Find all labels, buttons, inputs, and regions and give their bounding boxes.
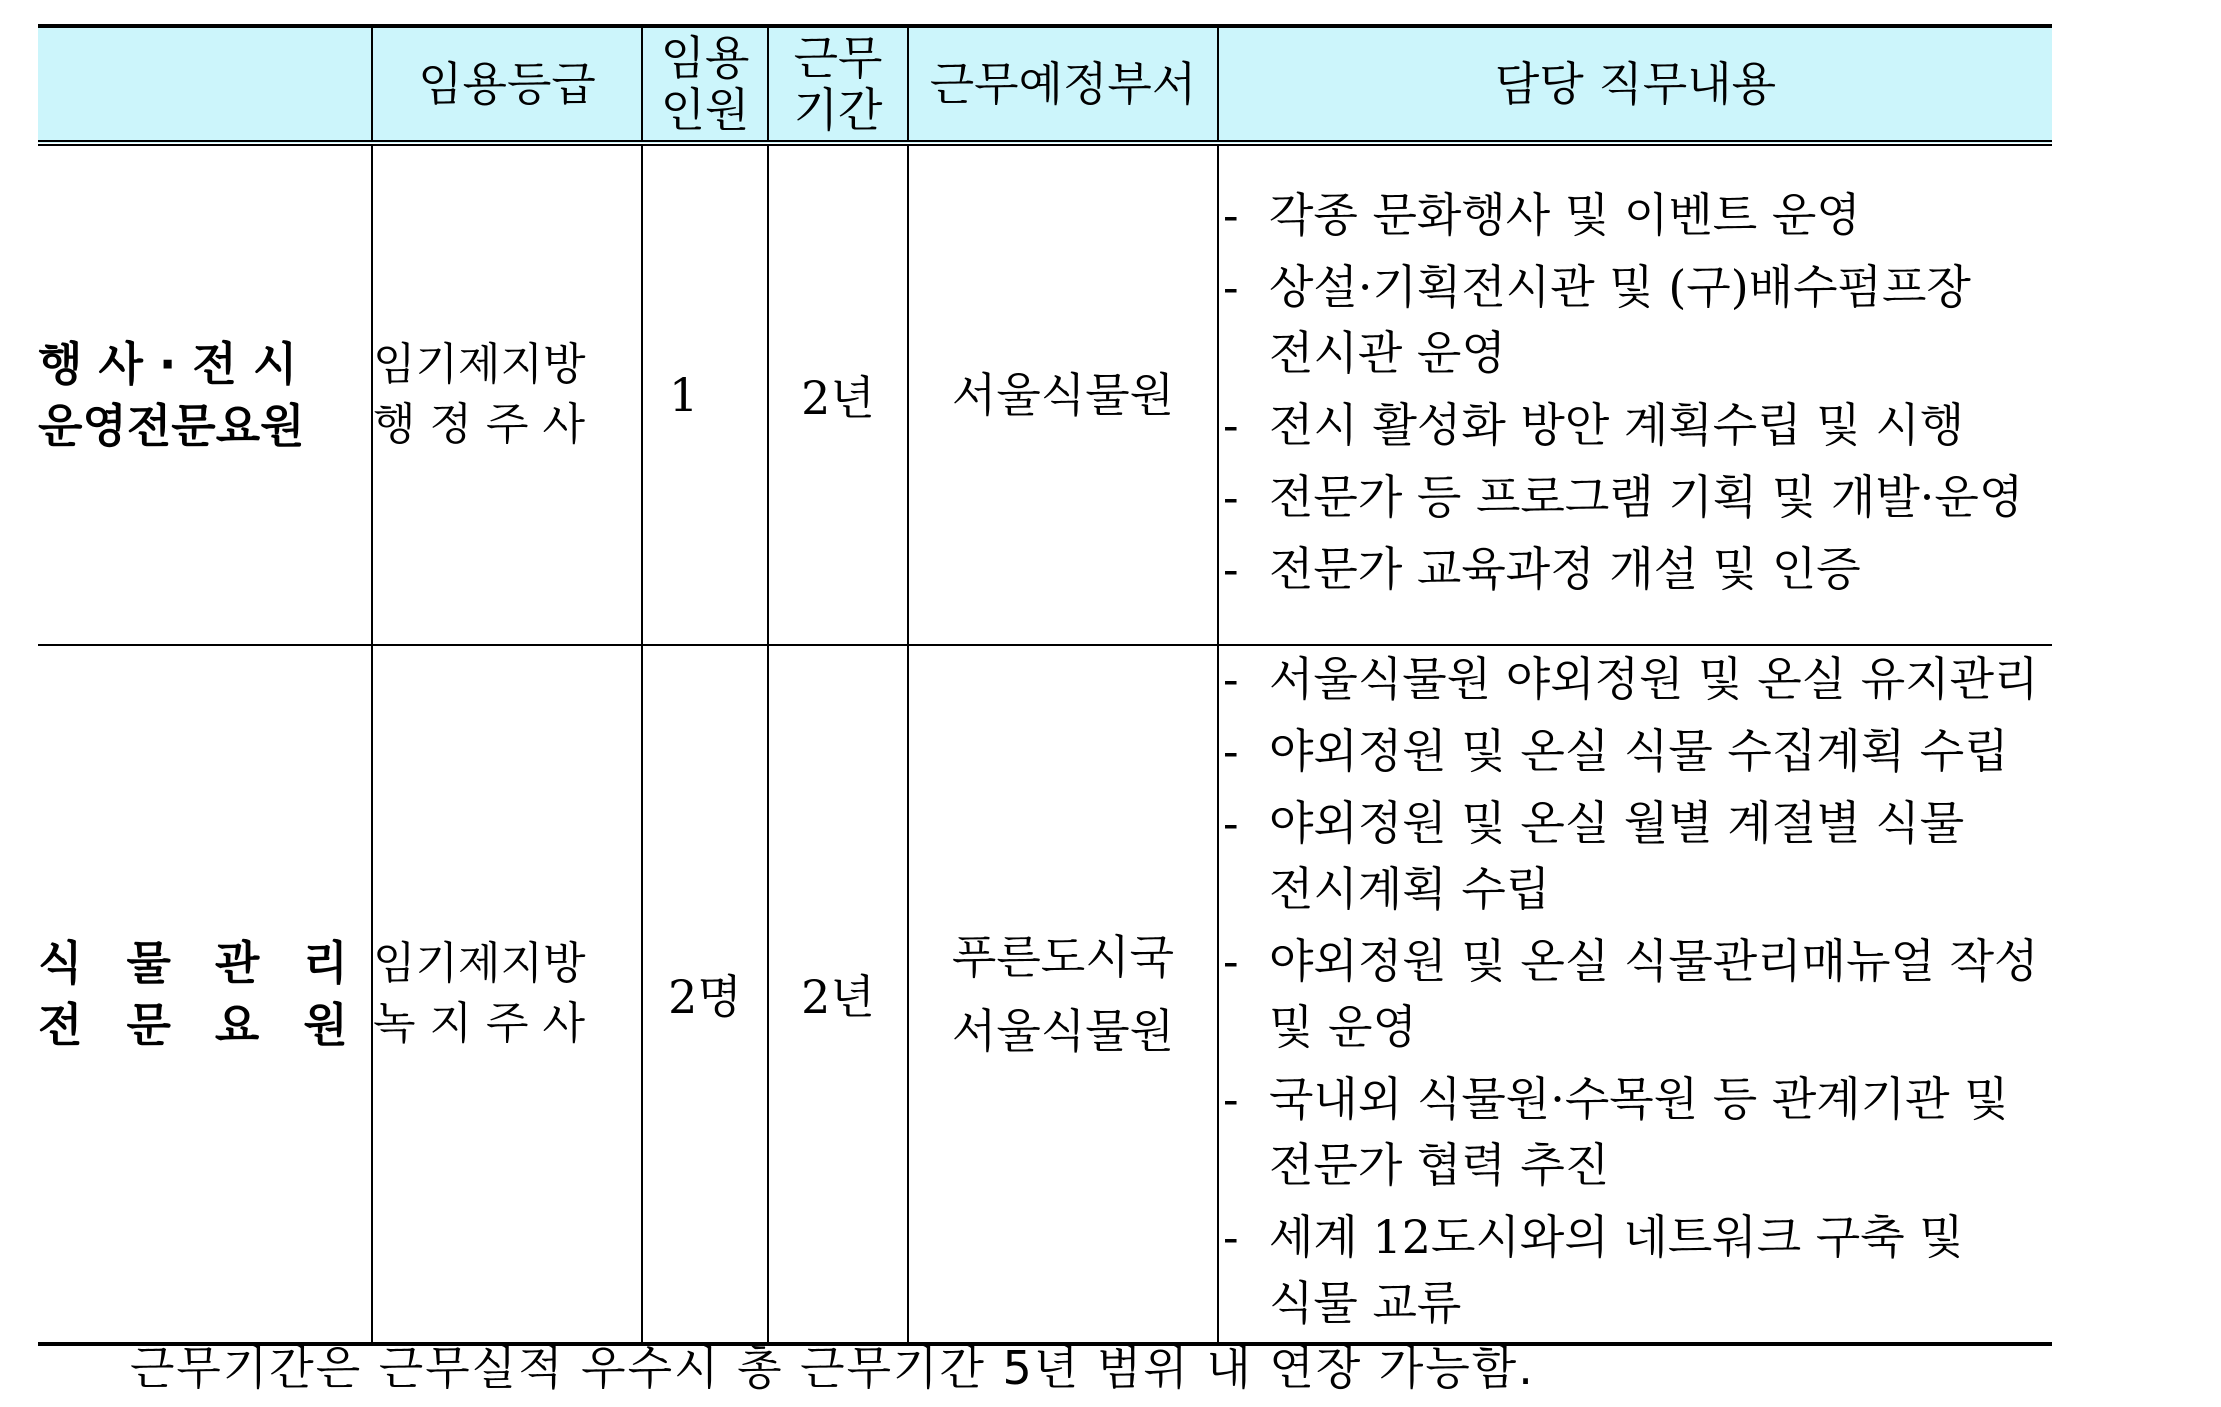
dept-line1: 서울식물원 bbox=[951, 368, 1175, 422]
header-role bbox=[38, 26, 372, 143]
count-cell: 2명 bbox=[642, 645, 768, 1344]
duties-list bbox=[1219, 646, 2052, 1336]
duty-item: - 야외정원 및 온실 월별 계절별 식물 전시계획 수립 bbox=[1219, 790, 2052, 922]
header-grade: 임용등급 bbox=[372, 26, 642, 143]
role-cell bbox=[38, 143, 372, 645]
grade-cell bbox=[372, 143, 642, 645]
dept-line1: 푸른도시국 bbox=[951, 930, 1175, 984]
table-row bbox=[38, 645, 2052, 1344]
duty-item: - 세계 12도시와의 네트워크 구축 및 식물 교류 bbox=[1219, 1204, 2052, 1336]
duty-item: - 서울식물원 야외정원 및 온실 유지관리 bbox=[1219, 646, 2052, 712]
dept-cell bbox=[908, 645, 1218, 1344]
header-dept: 근무예정부서 bbox=[908, 26, 1218, 143]
grade-line1: 임기제지방 bbox=[373, 938, 586, 989]
duty-item: - 상설·기획전시관 및 (구)배수펌프장 전시관 운영 bbox=[1219, 254, 2052, 386]
grade-line2: 녹 지 주 사 bbox=[373, 998, 585, 1049]
header-duties: 담당 직무내용 bbox=[1218, 26, 2052, 143]
role-line2: 운영전문요원 bbox=[38, 399, 305, 453]
role-line1: 식 물 관 리 bbox=[38, 936, 362, 990]
duty-item: - 국내외 식물원·수목원 등 관계기관 및 전문가 협력 추진 bbox=[1219, 1066, 2052, 1198]
header-count-line2: 인원 bbox=[660, 83, 750, 137]
grade-cell bbox=[372, 645, 642, 1344]
duty-item: - 야외정원 및 온실 식물관리매뉴얼 작성 및 운영 bbox=[1219, 928, 2052, 1060]
duty-item: - 각종 문화행사 및 이벤트 운영 bbox=[1219, 182, 2052, 248]
header-period-line2: 기간 bbox=[793, 83, 883, 137]
role-line1: 행 사 · 전 시 bbox=[38, 337, 298, 391]
duty-item: - 야외정원 및 온실 식물 수집계획 수립 bbox=[1219, 718, 2052, 784]
dept-line2: 서울식물원 bbox=[951, 1004, 1175, 1058]
duty-item: - 전문가 교육과정 개설 및 인증 bbox=[1219, 536, 2052, 602]
recruitment-table bbox=[38, 24, 2052, 1346]
footnote: 근무기간은 근무실적 우수시 총 근무기간 5년 범위 내 연장 가능함. bbox=[130, 1341, 1535, 1395]
duties-cell bbox=[1218, 143, 2052, 645]
header-count bbox=[642, 26, 768, 143]
header-period-line1: 근무 bbox=[793, 31, 883, 85]
header-count-line1: 임용 bbox=[660, 31, 750, 85]
dept-cell bbox=[908, 143, 1218, 645]
count-cell: 1 bbox=[642, 143, 768, 645]
duty-item: - 전시 활성화 방안 계획수립 및 시행 bbox=[1219, 392, 2052, 458]
role-cell bbox=[38, 645, 372, 1344]
period-cell: 2년 bbox=[768, 645, 908, 1344]
table-row bbox=[38, 143, 2052, 645]
grade-line2: 행 정 주 사 bbox=[373, 399, 585, 450]
header-row bbox=[38, 26, 2052, 143]
grade-line1: 임기제지방 bbox=[373, 339, 586, 390]
duties-cell bbox=[1218, 645, 2052, 1344]
duty-item: - 전문가 등 프로그램 기획 및 개발·운영 bbox=[1219, 464, 2052, 530]
period-cell: 2년 bbox=[768, 143, 908, 645]
role-line2: 전 문 요 원 bbox=[38, 998, 362, 1052]
duties-list bbox=[1219, 182, 2052, 602]
header-period bbox=[768, 26, 908, 143]
